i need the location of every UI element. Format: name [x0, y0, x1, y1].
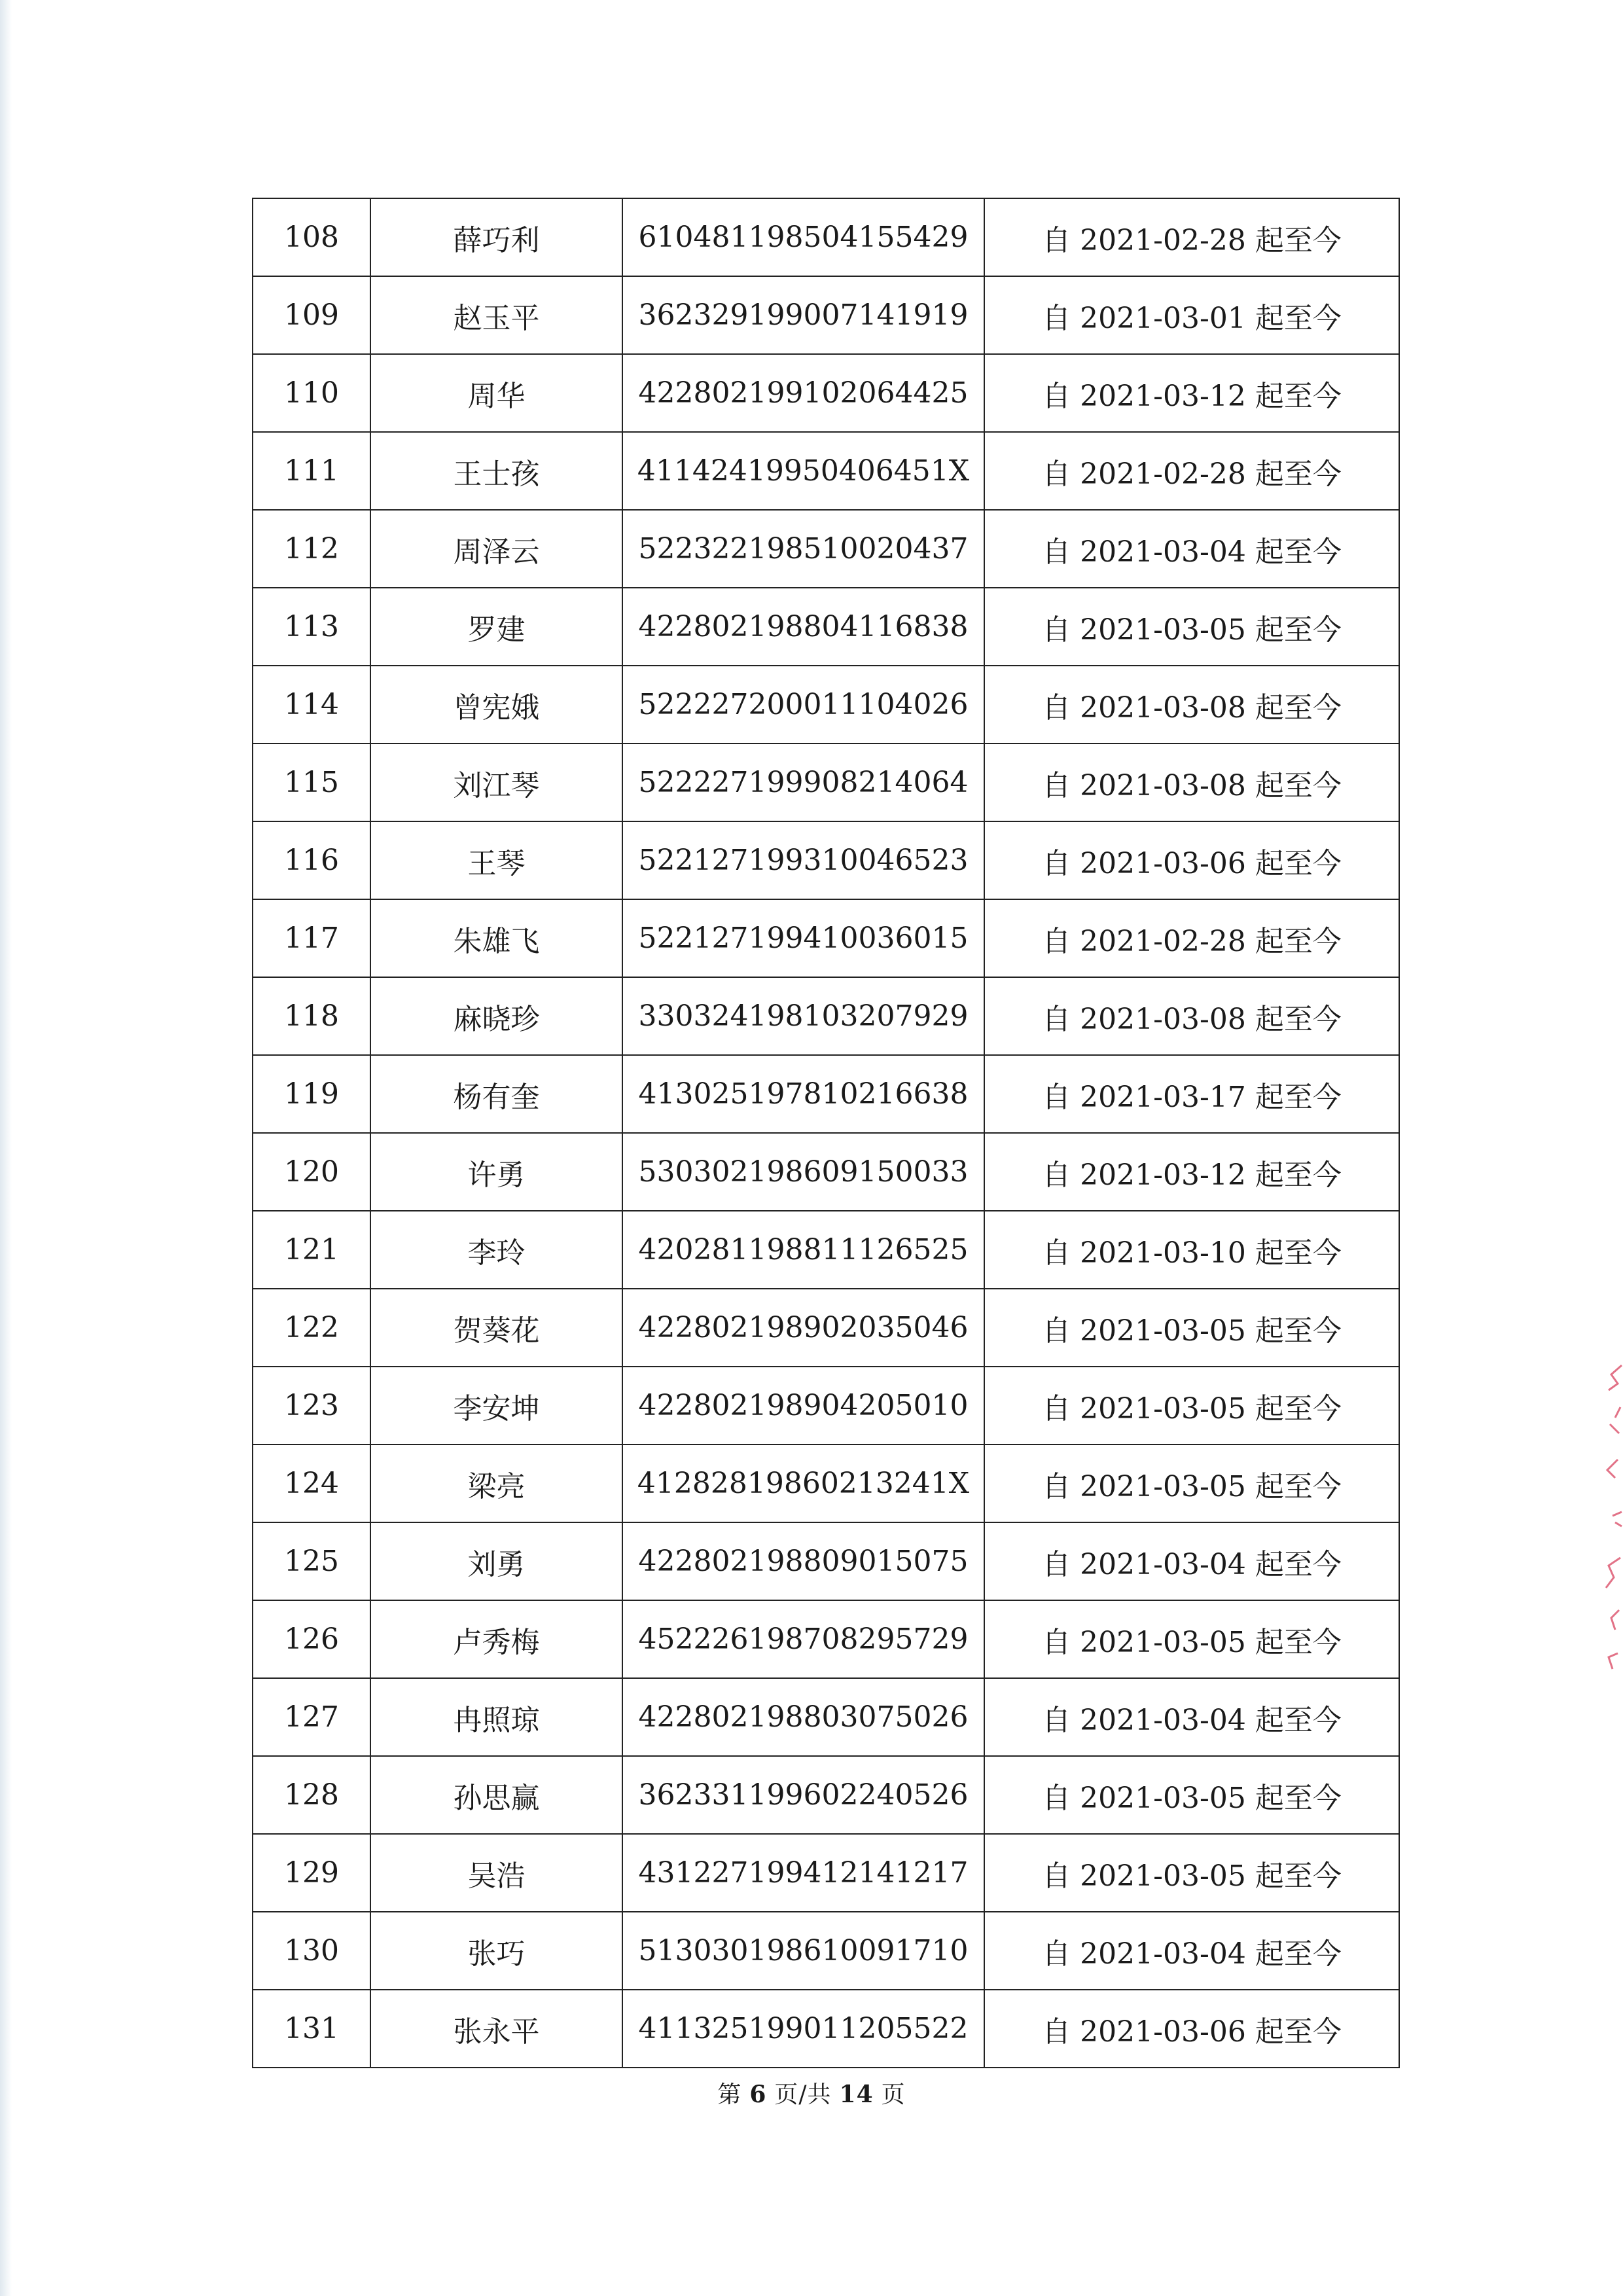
period-cell: 自 2021-03-04 起至今 — [984, 1678, 1399, 1756]
roster-table — [252, 198, 1400, 2068]
page-footer — [0, 2076, 1623, 2109]
serial-number-cell: 116 — [253, 821, 370, 899]
period-cell: 自 2021-03-06 起至今 — [984, 821, 1399, 899]
id-number-cell: 362331199602240526 — [622, 1756, 984, 1834]
table-row — [253, 1756, 1399, 1834]
period-cell: 自 2021-02-28 起至今 — [984, 432, 1399, 510]
period-cell: 自 2021-03-05 起至今 — [984, 1834, 1399, 1912]
name-cell: 周泽云 — [370, 510, 622, 588]
serial-number-cell: 114 — [253, 666, 370, 744]
name-cell: 张巧 — [370, 1912, 622, 1990]
id-number-cell: 422802198809015075 — [622, 1522, 984, 1600]
id-number-cell: 362329199007141919 — [622, 276, 984, 354]
id-number-cell: 522227199908214064 — [622, 744, 984, 821]
table-row — [253, 1211, 1399, 1289]
id-number-cell: 41282819860213241X — [622, 1444, 984, 1522]
serial-number-cell: 112 — [253, 510, 370, 588]
id-number-cell: 452226198708295729 — [622, 1600, 984, 1678]
name-cell: 刘江琴 — [370, 744, 622, 821]
id-number-cell: 431227199412141217 — [622, 1834, 984, 1912]
table-row — [253, 1834, 1399, 1912]
id-number-cell: 330324198103207929 — [622, 977, 984, 1055]
serial-number-cell: 120 — [253, 1133, 370, 1211]
table-row — [253, 977, 1399, 1055]
name-cell: 朱雄飞 — [370, 899, 622, 977]
id-number-cell: 610481198504155429 — [622, 198, 984, 276]
table-row — [253, 1289, 1399, 1367]
id-number-cell: 522227200011104026 — [622, 666, 984, 744]
name-cell: 杨有奎 — [370, 1055, 622, 1133]
name-cell: 周华 — [370, 354, 622, 432]
footer-middle: 页/共 — [774, 2081, 832, 2108]
table-row — [253, 354, 1399, 432]
name-cell: 刘勇 — [370, 1522, 622, 1600]
name-cell: 赵玉平 — [370, 276, 622, 354]
table-row — [253, 1444, 1399, 1522]
serial-number-cell: 125 — [253, 1522, 370, 1600]
period-cell: 自 2021-03-01 起至今 — [984, 276, 1399, 354]
name-cell: 张永平 — [370, 1990, 622, 2068]
serial-number-cell: 119 — [253, 1055, 370, 1133]
period-cell: 自 2021-03-12 起至今 — [984, 354, 1399, 432]
id-number-cell: 522127199310046523 — [622, 821, 984, 899]
total-page-count: 14 — [839, 2081, 874, 2108]
table-row — [253, 821, 1399, 899]
name-cell: 薛巧利 — [370, 198, 622, 276]
period-cell: 自 2021-03-05 起至今 — [984, 1289, 1399, 1367]
table-row — [253, 510, 1399, 588]
table-row — [253, 1912, 1399, 1990]
scan-edge — [0, 0, 12, 2296]
period-cell: 自 2021-03-08 起至今 — [984, 666, 1399, 744]
name-cell: 王琴 — [370, 821, 622, 899]
serial-number-cell: 124 — [253, 1444, 370, 1522]
table-row — [253, 1678, 1399, 1756]
name-cell: 贺葵花 — [370, 1289, 622, 1367]
period-cell: 自 2021-03-12 起至今 — [984, 1133, 1399, 1211]
period-cell: 自 2021-03-04 起至今 — [984, 1912, 1399, 1990]
serial-number-cell: 118 — [253, 977, 370, 1055]
name-cell: 罗建 — [370, 588, 622, 666]
name-cell: 梁亮 — [370, 1444, 622, 1522]
table-row — [253, 276, 1399, 354]
serial-number-cell: 109 — [253, 276, 370, 354]
serial-number-cell: 121 — [253, 1211, 370, 1289]
period-cell: 自 2021-03-05 起至今 — [984, 1756, 1399, 1834]
serial-number-cell: 108 — [253, 198, 370, 276]
table-row — [253, 432, 1399, 510]
period-cell: 自 2021-02-28 起至今 — [984, 899, 1399, 977]
id-number-cell: 530302198609150033 — [622, 1133, 984, 1211]
name-cell: 冉照琼 — [370, 1678, 622, 1756]
serial-number-cell: 113 — [253, 588, 370, 666]
table-row — [253, 666, 1399, 744]
period-cell: 自 2021-03-04 起至今 — [984, 1522, 1399, 1600]
name-cell: 孙思赢 — [370, 1756, 622, 1834]
name-cell: 许勇 — [370, 1133, 622, 1211]
name-cell: 吴浩 — [370, 1834, 622, 1912]
id-number-cell: 420281198811126525 — [622, 1211, 984, 1289]
period-cell: 自 2021-03-05 起至今 — [984, 1600, 1399, 1678]
id-number-cell: 522322198510020437 — [622, 510, 984, 588]
serial-number-cell: 110 — [253, 354, 370, 432]
period-cell: 自 2021-03-17 起至今 — [984, 1055, 1399, 1133]
serial-number-cell: 127 — [253, 1678, 370, 1756]
period-cell: 自 2021-03-10 起至今 — [984, 1211, 1399, 1289]
serial-number-cell: 131 — [253, 1990, 370, 2068]
name-cell: 李玲 — [370, 1211, 622, 1289]
period-cell: 自 2021-03-04 起至今 — [984, 510, 1399, 588]
period-cell: 自 2021-03-05 起至今 — [984, 1367, 1399, 1444]
serial-number-cell: 130 — [253, 1912, 370, 1990]
seal-stamp-fragment — [1596, 1361, 1623, 1676]
id-number-cell: 422802198804116838 — [622, 588, 984, 666]
id-number-cell: 422802199102064425 — [622, 354, 984, 432]
period-cell: 自 2021-03-05 起至今 — [984, 588, 1399, 666]
name-cell: 麻晓珍 — [370, 977, 622, 1055]
period-cell: 自 2021-03-06 起至今 — [984, 1990, 1399, 2068]
id-number-cell: 411325199011205522 — [622, 1990, 984, 2068]
table-row — [253, 1522, 1399, 1600]
serial-number-cell: 126 — [253, 1600, 370, 1678]
id-number-cell: 422802198803075026 — [622, 1678, 984, 1756]
table-row — [253, 744, 1399, 821]
id-number-cell: 522127199410036015 — [622, 899, 984, 977]
serial-number-cell: 129 — [253, 1834, 370, 1912]
period-cell: 自 2021-03-08 起至今 — [984, 744, 1399, 821]
table-row — [253, 899, 1399, 977]
serial-number-cell: 122 — [253, 1289, 370, 1367]
current-page-number: 6 — [749, 2081, 767, 2108]
serial-number-cell: 123 — [253, 1367, 370, 1444]
id-number-cell: 422802198904205010 — [622, 1367, 984, 1444]
period-cell: 自 2021-03-08 起至今 — [984, 977, 1399, 1055]
table-row — [253, 198, 1399, 276]
name-cell: 王士孩 — [370, 432, 622, 510]
seal-stamp-strokes — [1606, 1365, 1622, 1669]
id-number-cell: 513030198610091710 — [622, 1912, 984, 1990]
table-row — [253, 1055, 1399, 1133]
serial-number-cell: 115 — [253, 744, 370, 821]
name-cell: 李安坤 — [370, 1367, 622, 1444]
serial-number-cell: 117 — [253, 899, 370, 977]
footer-suffix: 页 — [881, 2081, 906, 2108]
id-number-cell: 41142419950406451X — [622, 432, 984, 510]
table-row — [253, 588, 1399, 666]
table-row — [253, 1990, 1399, 2068]
serial-number-cell: 128 — [253, 1756, 370, 1834]
table-row — [253, 1600, 1399, 1678]
footer-prefix: 第 — [717, 2081, 742, 2108]
table-row — [253, 1133, 1399, 1211]
period-cell: 自 2021-02-28 起至今 — [984, 198, 1399, 276]
id-number-cell: 422802198902035046 — [622, 1289, 984, 1367]
name-cell: 曾宪娥 — [370, 666, 622, 744]
roster-body — [253, 198, 1399, 2068]
table-row — [253, 1367, 1399, 1444]
period-cell: 自 2021-03-05 起至今 — [984, 1444, 1399, 1522]
serial-number-cell: 111 — [253, 432, 370, 510]
id-number-cell: 413025197810216638 — [622, 1055, 984, 1133]
name-cell: 卢秀梅 — [370, 1600, 622, 1678]
